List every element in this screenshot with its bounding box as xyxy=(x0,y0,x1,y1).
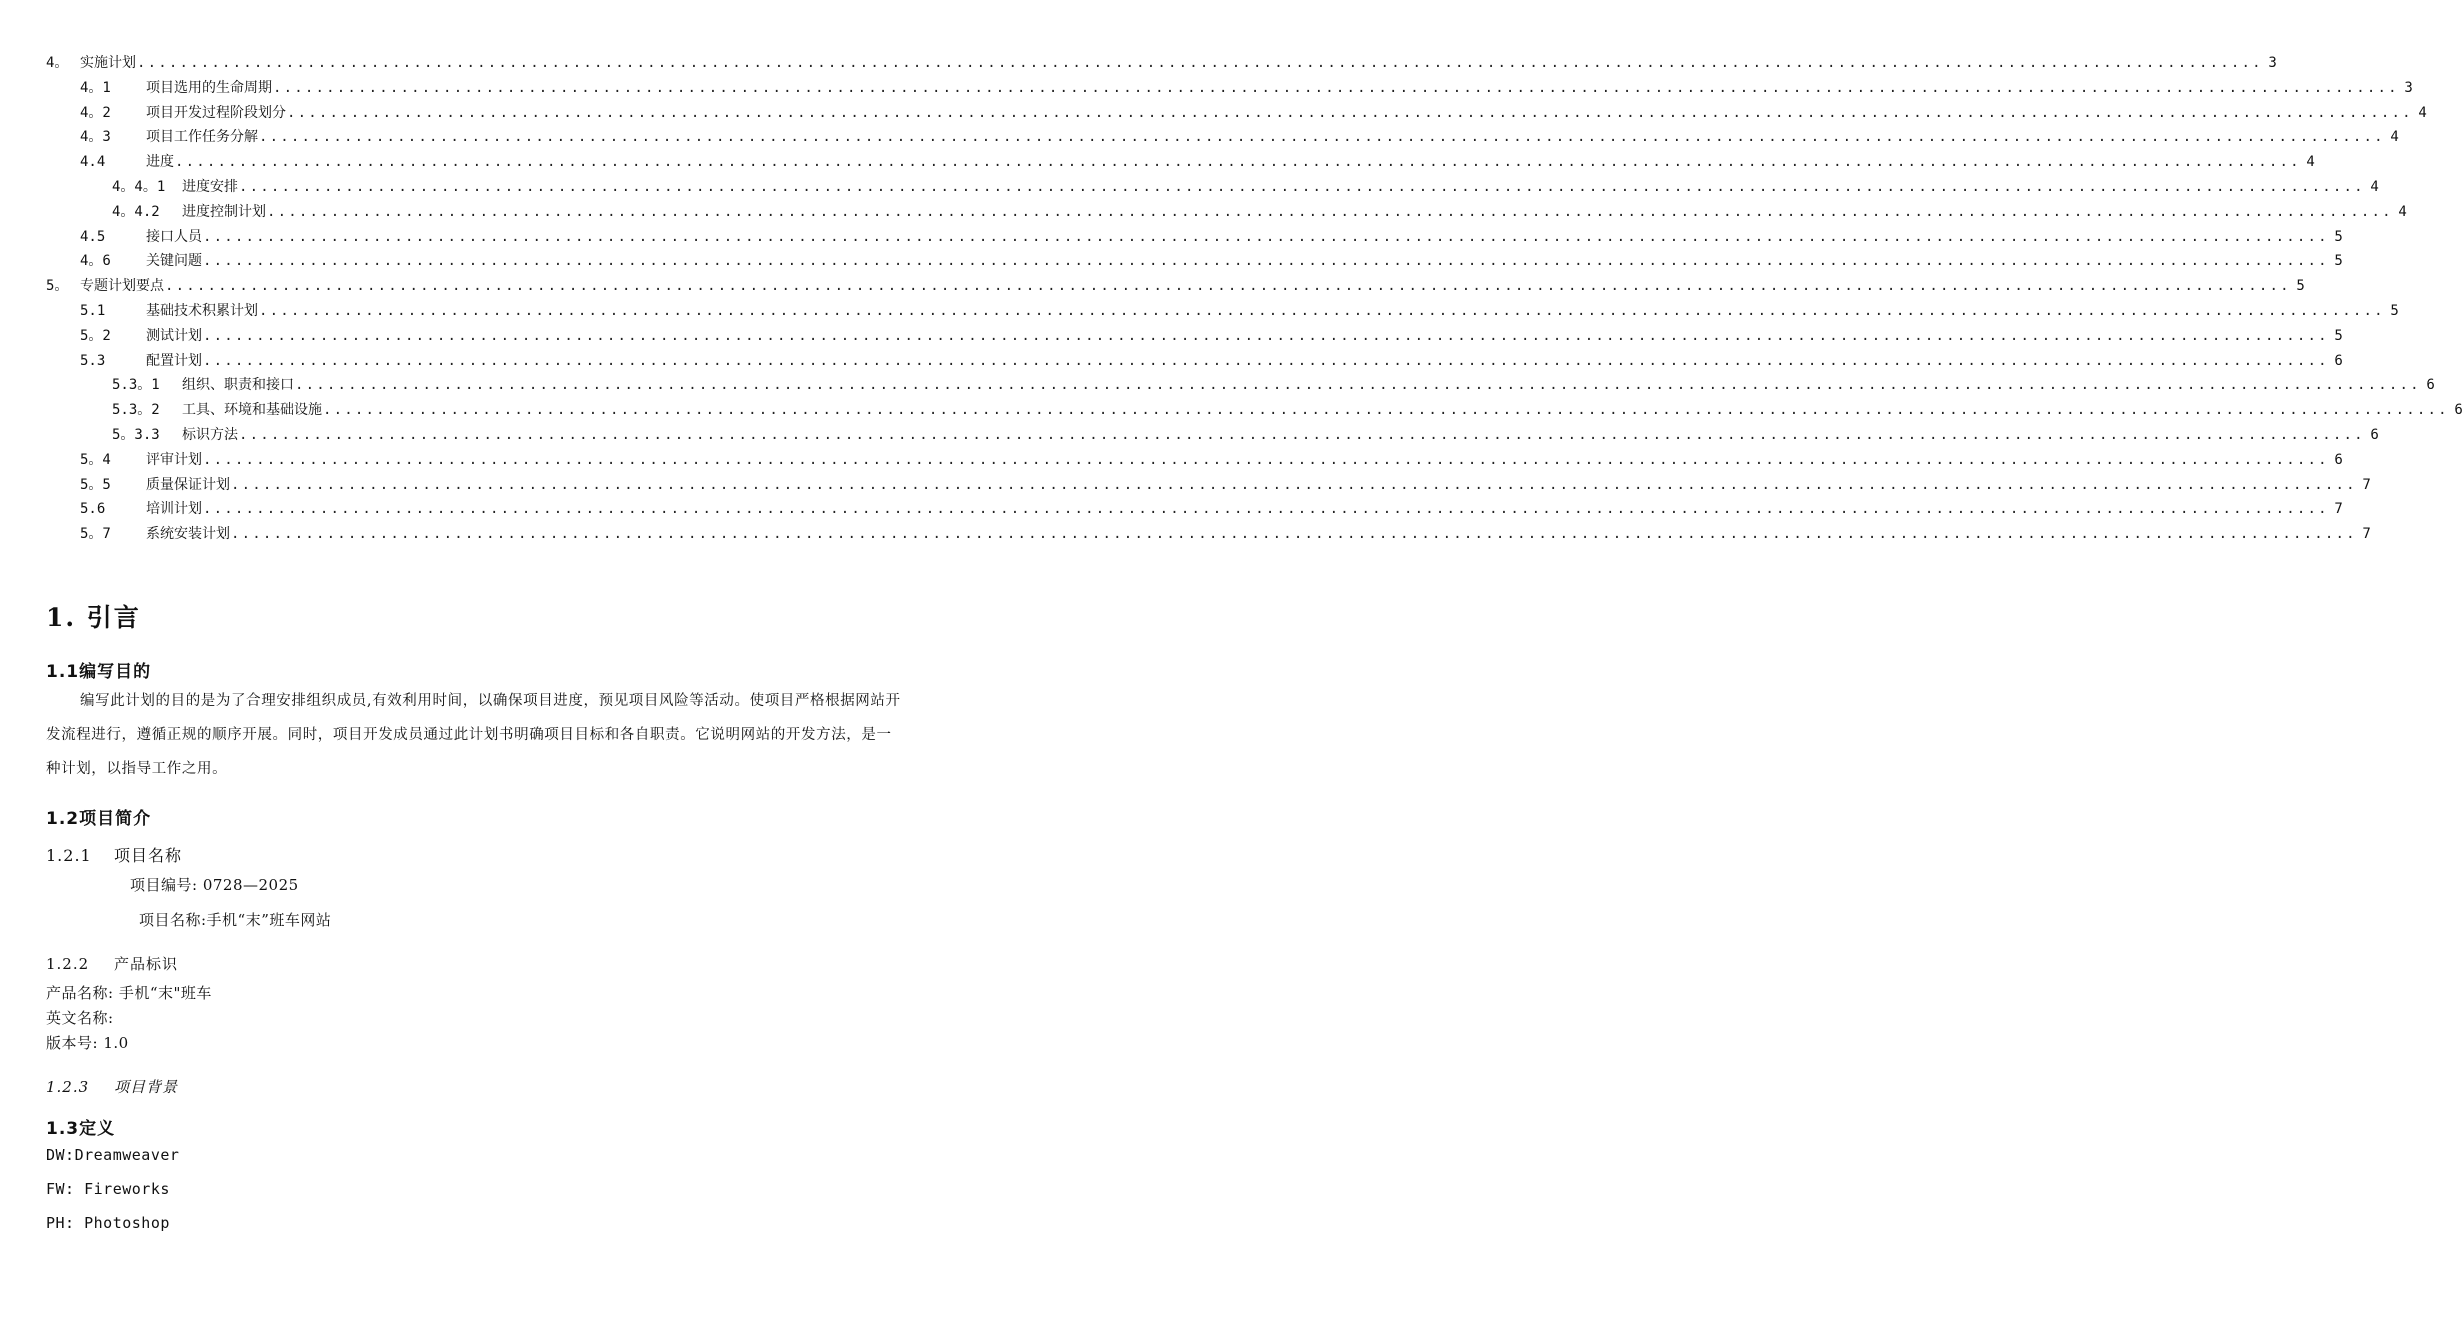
toc-dot-leader: ........................................................................................................................................................................................................ xyxy=(165,278,2291,295)
toc-dot-leader: ........................................................................................................................................................................................................ xyxy=(203,451,2329,468)
toc-entry[interactable] xyxy=(46,449,2343,474)
toc-entry[interactable] xyxy=(46,52,2277,77)
toc-entry-title: 项目工作任务分解 xyxy=(146,129,258,146)
toc-entry-page: 7 xyxy=(2362,526,2371,543)
toc-entry-number: 4。4。1 xyxy=(112,178,166,195)
toc-entry-page: 5 xyxy=(2334,327,2343,344)
section-1-1-body: 编写此计划的目的是为了合理安排组织成员,有效利用时间，以确保项目进度，预见项目风险等活动。使项目严格根据网站开发流程进行，遵循正规的顺序开展。同时，项目开发成员通过此计划书明确项目目标和各自职责。它说明网站的开发方法，是一种计划，以指导工作之用。 xyxy=(46,693,901,777)
toc-entry-page: 4 xyxy=(2370,178,2379,195)
project-code: 项目编号: 0728—2025 xyxy=(130,876,299,894)
toc-entry-title: 项目选用的生命周期 xyxy=(146,79,272,96)
toc-dot-leader: ........................................................................................................................................................................................................ xyxy=(295,377,2421,394)
toc-entry-title: 测试计划 xyxy=(146,327,202,344)
toc-entry[interactable] xyxy=(46,424,2379,449)
toc-entry-page: 5 xyxy=(2296,278,2305,295)
section-1-3-heading: 1.3定义 xyxy=(46,1119,116,1139)
version-number: 版本号: 1.0 xyxy=(46,1034,129,1052)
toc-entry[interactable] xyxy=(46,77,2413,102)
toc-entry[interactable] xyxy=(46,275,2305,300)
toc-entry[interactable] xyxy=(46,474,2371,499)
toc-entry-number: 5.6 xyxy=(80,501,106,518)
toc-entry-number: 5。 xyxy=(46,278,69,295)
toc-entry-title: 评审计划 xyxy=(146,451,202,468)
section-1-2-heading: 1.2项目简介 xyxy=(46,809,152,829)
toc-entry-title: 工具、环境和基础设施 xyxy=(182,402,322,419)
toc-entry-page: 6 xyxy=(2334,451,2343,468)
toc-entry[interactable] xyxy=(46,350,2343,375)
toc-entry-title: 质量保证计划 xyxy=(146,476,230,493)
toc-dot-leader: ........................................................................................................................................................................................................ xyxy=(203,253,2329,270)
toc-entry[interactable] xyxy=(46,498,2343,523)
definition-fw: FW: Fireworks xyxy=(46,1180,170,1198)
toc-entry[interactable] xyxy=(46,399,2463,424)
toc-entry-number: 5。5 xyxy=(80,476,111,493)
toc-dot-leader: ........................................................................................................................................................................................................ xyxy=(287,104,2413,121)
toc-entry-number: 4。 xyxy=(46,55,69,71)
toc-entry-page: 5 xyxy=(2334,253,2343,270)
project-name: 项目名称:手机“末”班车网站 xyxy=(139,911,332,929)
toc-dot-leader: ........................................................................................................................................................................................................ xyxy=(259,129,2385,146)
toc-dot-leader: ........................................................................................................................................................................................................ xyxy=(267,203,2393,220)
toc-entry-number: 5。4 xyxy=(80,451,111,468)
toc-dot-leader: ........................................................................................................................................................................................................ xyxy=(231,476,2357,493)
section-1-2-1-number: 1.2.1 xyxy=(46,846,92,865)
toc-entry-title: 关键问题 xyxy=(146,253,202,270)
toc-entry[interactable] xyxy=(46,523,2371,548)
toc-entry-page: 3 xyxy=(2404,79,2413,96)
toc-entry-page: 7 xyxy=(2334,501,2343,518)
toc-entry-title: 进度 xyxy=(146,154,174,171)
toc-entry-title: 标识方法 xyxy=(182,426,238,443)
toc-entry-title: 配置计划 xyxy=(146,352,202,369)
toc-entry[interactable] xyxy=(46,250,2343,275)
toc-entry-page: 4 xyxy=(2306,154,2315,171)
toc-dot-leader: ........................................................................................................................................................................................................ xyxy=(175,154,2301,171)
section-1-2-3-title: 项目背景 xyxy=(114,1078,179,1096)
toc-entry-title: 接口人员 xyxy=(146,228,202,245)
section-1-2-2-title: 产品标识 xyxy=(114,955,179,973)
toc-dot-leader: ........................................................................................................................................................................................................ xyxy=(239,426,2365,443)
toc-entry-page: 7 xyxy=(2362,476,2371,493)
toc-entry[interactable] xyxy=(46,300,2399,325)
toc-entry-page: 5 xyxy=(2334,228,2343,245)
toc-dot-leader: ........................................................................................................................................................................................................ xyxy=(203,327,2329,344)
toc-entry-number: 5.3。2 xyxy=(112,402,160,419)
toc-entry-title: 组织、职责和接口 xyxy=(182,377,294,394)
toc-dot-leader: ........................................................................................................................................................................................................ xyxy=(203,352,2329,369)
toc-dot-leader: ........................................................................................................................................................................................................ xyxy=(239,178,2365,195)
toc-entry-number: 4。4.2 xyxy=(112,203,160,220)
toc-entry[interactable] xyxy=(46,201,2407,226)
section-1-2-2-heading xyxy=(46,953,178,974)
english-name: 英文名称: xyxy=(46,1009,114,1027)
toc-entry-page: 6 xyxy=(2334,352,2343,369)
toc-entry-number: 5.1 xyxy=(80,302,106,319)
toc-entry-title: 专题计划要点 xyxy=(80,278,164,295)
definition-ph: PH: Photoshop xyxy=(46,1214,170,1232)
toc-dot-leader: ........................................................................................................................................................................................................ xyxy=(273,79,2399,96)
toc-entry-number: 4。2 xyxy=(80,104,111,121)
table-of-contents xyxy=(46,52,2463,548)
toc-entry-title: 项目开发过程阶段划分 xyxy=(146,104,286,121)
toc-entry-number: 4。1 xyxy=(80,79,111,96)
toc-dot-leader: ........................................................................................................................................................................................................ xyxy=(231,526,2357,543)
toc-entry-number: 5。7 xyxy=(80,526,111,543)
toc-entry-number: 5.3 xyxy=(80,352,106,369)
toc-entry-title: 实施计划 xyxy=(80,55,136,71)
toc-dot-leader: ........................................................................................................................................................................................................ xyxy=(259,302,2385,319)
toc-entry[interactable] xyxy=(46,325,2343,350)
toc-entry-page: 4 xyxy=(2398,203,2407,220)
toc-entry-title: 进度安排 xyxy=(182,178,238,195)
section-1-heading: 1. 引言 xyxy=(46,603,141,632)
toc-dot-leader: ........................................................................................................................................................................................................ xyxy=(323,402,2449,419)
toc-entry-number: 4。6 xyxy=(80,253,111,270)
toc-entry-title: 基础技术积累计划 xyxy=(146,302,258,319)
section-1-2-1-title: 项目名称 xyxy=(114,846,183,865)
toc-entry-page: 4 xyxy=(2390,129,2399,146)
section-1-1-heading: 1.1编写目的 xyxy=(46,662,152,682)
toc-entry-title: 系统安装计划 xyxy=(146,526,230,543)
section-1-2-2-number: 1.2.2 xyxy=(46,955,90,973)
section-1-2-3-heading xyxy=(46,1076,178,1097)
definition-dw: DW:Dreamweaver xyxy=(46,1146,180,1164)
toc-entry[interactable] xyxy=(46,226,2343,251)
toc-entry-title: 培训计划 xyxy=(146,501,202,518)
toc-entry-title: 进度控制计划 xyxy=(182,203,266,220)
product-name: 产品名称: 手机“末"班车 xyxy=(46,984,212,1002)
toc-entry[interactable] xyxy=(46,102,2427,127)
toc-entry-page: 4 xyxy=(2418,104,2427,121)
toc-entry-page: 6 xyxy=(2454,402,2463,419)
toc-entry-number: 4.5 xyxy=(80,228,106,245)
toc-entry-page: 3 xyxy=(2268,55,2277,71)
toc-entry[interactable] xyxy=(46,374,2435,399)
toc-entry[interactable] xyxy=(46,176,2379,201)
toc-entry-number: 5。3.3 xyxy=(112,426,160,443)
toc-entry-number: 5。2 xyxy=(80,327,111,344)
toc-entry-page: 6 xyxy=(2426,377,2435,394)
toc-entry[interactable] xyxy=(46,126,2399,151)
toc-entry[interactable] xyxy=(46,151,2315,176)
toc-entry-number: 4.4 xyxy=(80,154,106,171)
toc-dot-leader: ........................................................................................................................................................................................................ xyxy=(203,228,2329,245)
toc-entry-number: 5.3。1 xyxy=(112,377,160,394)
toc-entry-page: 5 xyxy=(2390,302,2399,319)
toc-entry-page: 6 xyxy=(2370,426,2379,443)
toc-dot-leader: ........................................................................................................................................................................................................ xyxy=(137,55,2263,71)
toc-dot-leader: ........................................................................................................................................................................................................ xyxy=(203,501,2329,518)
toc-entry-number: 4。3 xyxy=(80,129,111,146)
section-1-2-1-heading xyxy=(46,843,182,866)
section-1-2-3-number: 1.2.3 xyxy=(46,1078,90,1096)
